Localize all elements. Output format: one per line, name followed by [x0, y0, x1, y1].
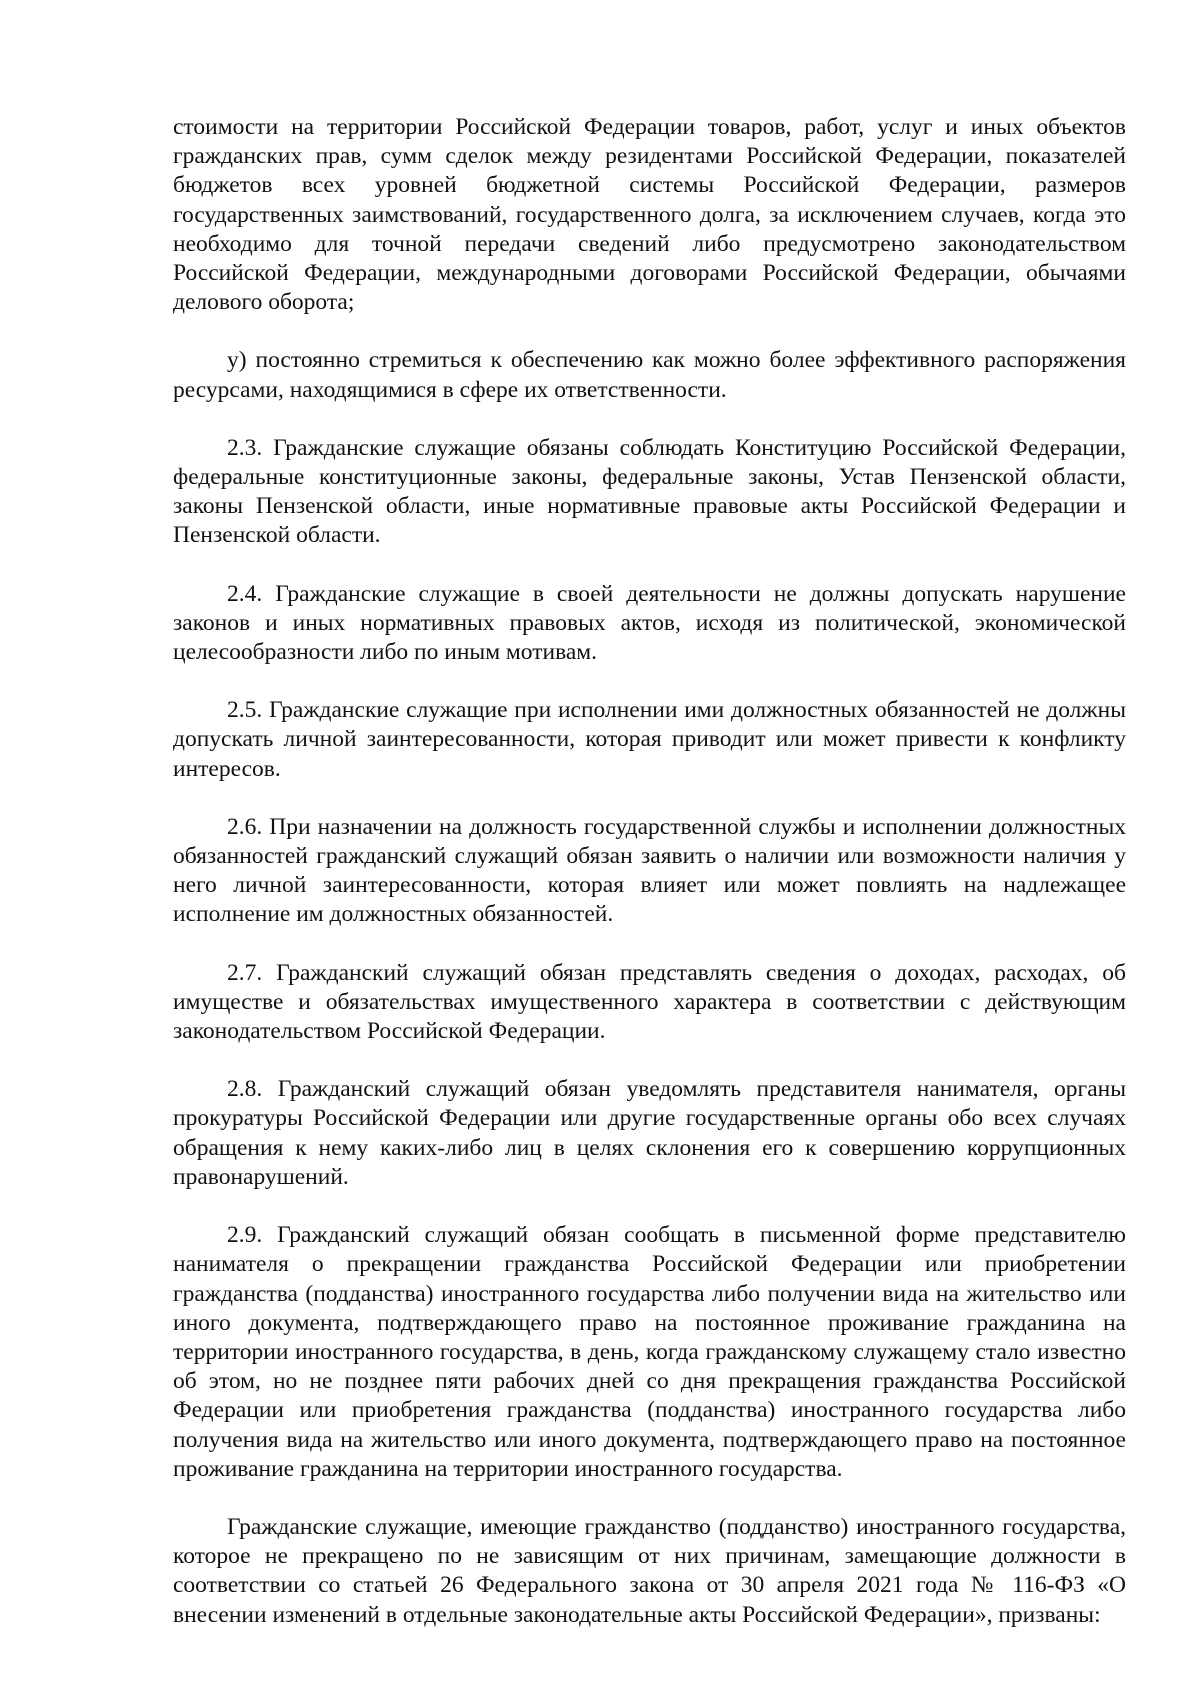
paragraph-2-8: 2.8. Гражданский служащий обязан уведомлять представителя нанимателя, органы прокуратуры Российской Федерации или другие государственные органы обо всех случаях обращения к нему каких-либо лиц в целях склонения его к совершению коррупционных правонарушений. [173, 1076, 1126, 1190]
paragraph-continuation: стоимости на территории Российской Федерации товаров, работ, услуг и иных объектов гражданских прав, сумм сделок между резидентами Российской Федерации, показателей бюджетов всех уровней бюджетной системы Российской Федерации, размеров государственных заимствований, государственного долга, за исключением случаев, когда это необходимо для точной передачи сведений либо предусмотрено законодательством Российской Федерации, международными договорами Российской Федерации, обычаями делового оборота; [173, 114, 1126, 316]
paragraph-2-5: 2.5. Гражданские служащие при исполнении ими должностных обязанностей не должны допускать личной заинтересованности, которая приводит или может привести к конфликту интересов. [173, 697, 1126, 782]
paragraph-2-6: 2.6. При назначении на должность государственной службы и исполнении должностных обязанностей гражданский служащий обязан заявить о наличии или возможности наличия у него личной заинтересованности, которая влияет или может повлиять на надлежащее исполнение им должностных обязанностей. [173, 813, 1126, 928]
paragraph-2-4: 2.4. Гражданские служащие в своей деятельности не должны допускать нарушение законов и иных нормативных правовых актов, исходя из политической, экономической целесообразности либо по иным мотивам. [173, 580, 1126, 666]
paragraph-2-7: 2.7. Гражданский служащий обязан представлять сведения о доходах, расходах, об имуществе и обязательствах имущественного характера в соответствии с действующим законодательством Российской Федерации. [173, 959, 1126, 1045]
paragraph-2-3: 2.3. Гражданские служащие обязаны соблюдать Конституцию Российской Федерации, федеральные конституционные законы, федеральные законы, Устав Пензенской области, законы Пензенской области, иные нормативные правовые акты Российской Федерации и Пензенской области. [173, 434, 1126, 549]
paragraph-2-9: 2.9. Гражданский служащий обязан сообщать в письменной форме представителю нанимателя о прекращении гражданства Российской Федерации или приобретении гражданства (подданства) иностранного государства либо получении вида на жительство или иного документа, подтверждающего право на постоянное проживание гражданина на территории иностранного государства, в день, когда гражданскому служащему стало известно об этом, но не позднее пяти рабочих дней со дня прекращения гражданства Российской Федерации или приобретения гражданства (подданства) иностранного государства либо получения вида на жительство или иного документа, подтверждающего право на постоянное проживание гражданина на территории иностранного государства. [173, 1222, 1126, 1482]
paragraph-item-u: у) постоянно стремиться к обеспечению как можно более эффективного распоряжения ресурсами, находящимися в сфере их ответственности. [173, 347, 1126, 403]
document-body [173, 113, 1126, 1659]
paragraph-foreign-citizenship: Гражданские служащие, имеющие гражданство (подданство) иностранного государства, которое не прекращено по не зависящим от них причинам, замещающие должности в соответствии со статьей 26 Федерального закона от 30 апреля 2021 года № 116-ФЗ «О внесении изменений в отдельные законодательные акты Российской Федерации», призваны: [173, 1513, 1126, 1628]
